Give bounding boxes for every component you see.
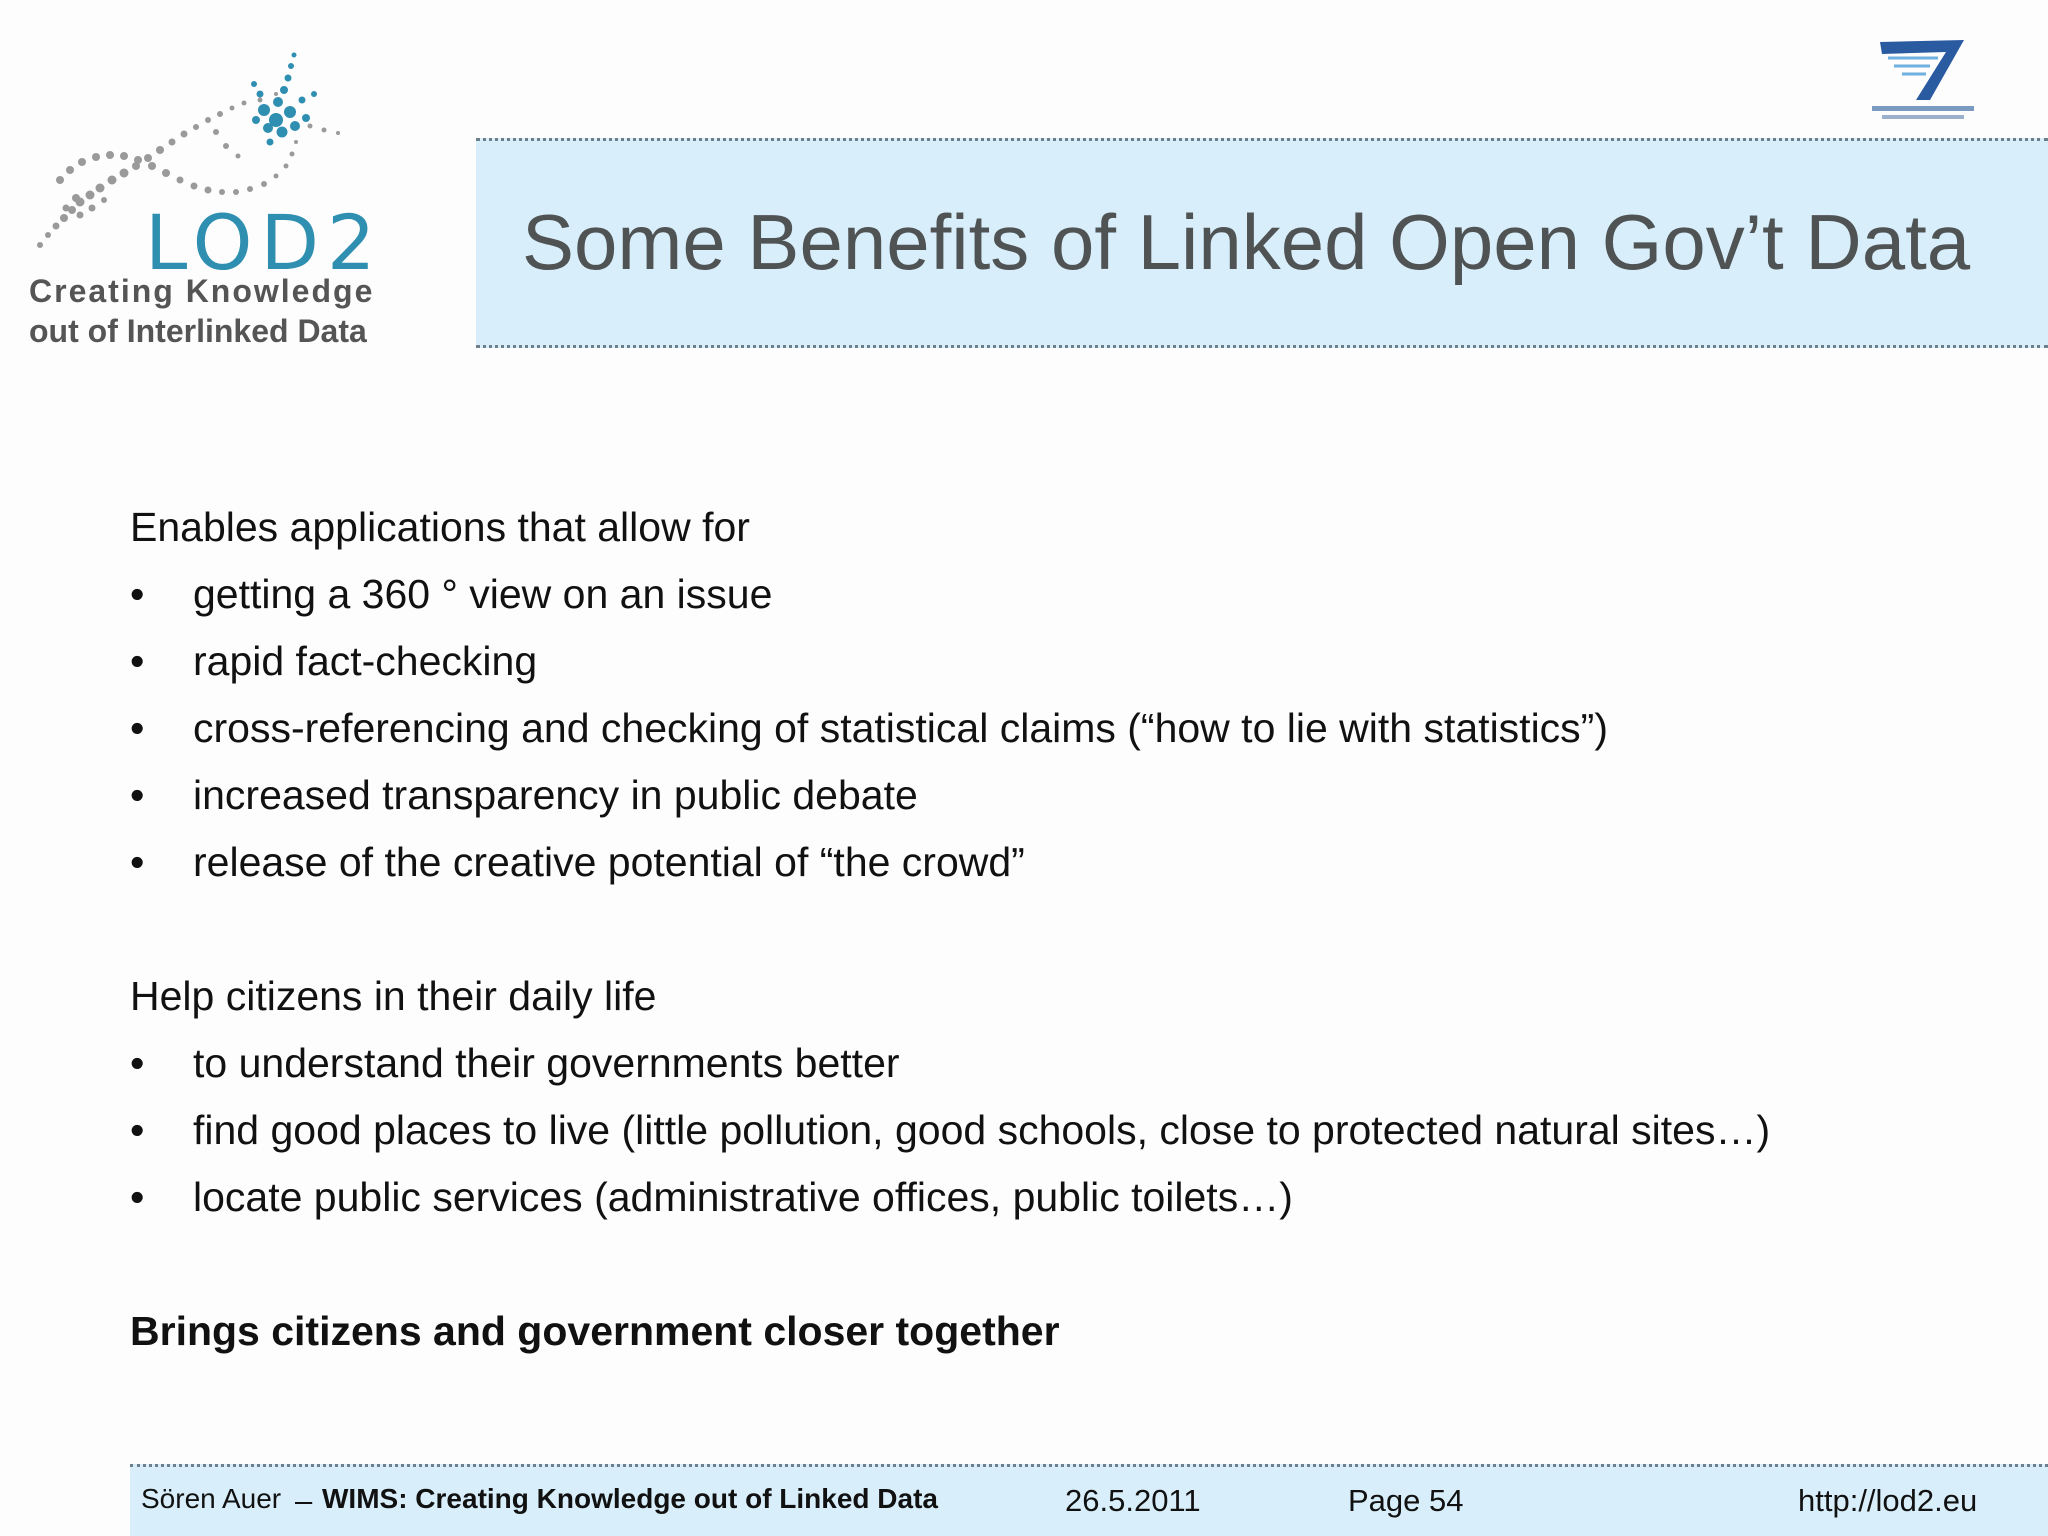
bullet-icon: • (130, 571, 145, 617)
footer-dash: – (295, 1483, 313, 1518)
section-applications (130, 494, 1990, 896)
section-citizens (130, 963, 1990, 1231)
section-heading: Help citizens in their daily life (130, 973, 657, 1019)
list-item: • cross-referencing and checking of statistical claims (“how to lie with statistics”) (130, 695, 1990, 762)
bullet-icon: • (130, 1174, 145, 1220)
lod2-logo (20, 30, 400, 360)
logo-tagline-line2: out of Interlinked Data (29, 313, 367, 349)
slide-body (130, 494, 1990, 1365)
footer-author: Sören Auer (141, 1483, 282, 1514)
list-item: • increased transparency in public debate (130, 762, 1990, 829)
lod2-dots-icon (20, 30, 400, 360)
logo-tagline-line1: Creating Knowledge (29, 273, 375, 309)
list-item: • getting a 360 ° view on an issue (130, 561, 1990, 628)
list-item: • rapid fact-checking (130, 628, 1990, 695)
footer-talk-title: WIMS: Creating Knowledge out of Linked Data (322, 1483, 938, 1514)
conclusion-text: Brings citizens and government closer together (130, 1308, 1060, 1354)
footer-page-number: Page 54 (1348, 1483, 1464, 1518)
fp7-logo-icon (1868, 36, 1978, 126)
title-band (476, 138, 2048, 348)
footer-url: http://lod2.eu (1798, 1483, 1978, 1518)
lod2-wordmark: LOD2 (145, 198, 384, 287)
bullet-icon: • (130, 638, 145, 684)
section-heading: Enables applications that allow for (130, 504, 750, 550)
list-item: • release of the creative potential of “the crowd” (130, 829, 1990, 896)
list-item: • locate public services (administrative offices, public toilets…) (130, 1164, 1990, 1231)
bullet-icon: • (130, 1107, 145, 1153)
list-item: • to understand their governments better (130, 1030, 1990, 1097)
bullet-icon: • (130, 705, 145, 751)
bullet-icon: • (130, 1040, 145, 1086)
slide-title: Some Benefits of Linked Open Gov’t Data (522, 198, 1971, 286)
footer-date: 26.5.2011 (1065, 1483, 1201, 1518)
list-item: • find good places to live (little pollution, good schools, close to protected natural sites…) (130, 1097, 1990, 1164)
bullet-icon: • (130, 839, 145, 885)
bullet-icon: • (130, 772, 145, 818)
slide-footer (130, 1464, 2048, 1536)
